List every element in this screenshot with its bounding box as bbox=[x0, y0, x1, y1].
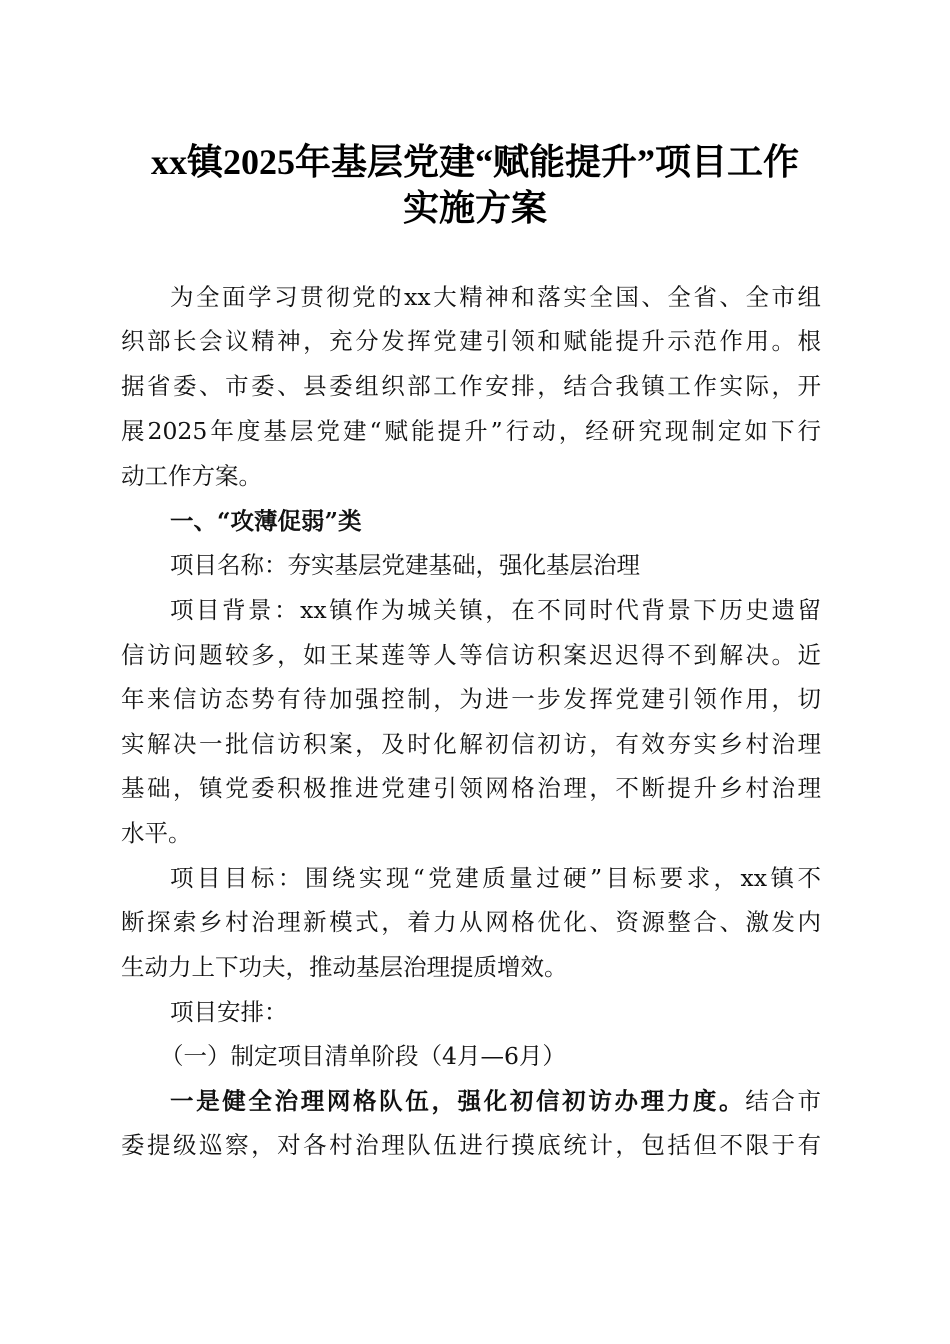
goal-line: 生动力上下功夫，推动基层治理提质增效。 bbox=[121, 953, 568, 981]
item1-lead: 一是健全治理网格队伍，强化初信初访办理力度。 bbox=[170, 1087, 746, 1115]
arrangement-label: 项目安排： bbox=[170, 998, 288, 1026]
goal-line: 断探索乡村治理新模式，着力从网格优化、资源整合、激发内 bbox=[121, 908, 821, 936]
intro-line: 动工作方案。 bbox=[121, 462, 262, 490]
background-line: 年来信访态势有待加强控制，为进一步发挥党建引领作用，切 bbox=[121, 685, 821, 713]
document-title-line-2: 实施方案 bbox=[402, 188, 547, 228]
document-title-line-1: xx镇2025年基层党建“赋能提升”项目工作 bbox=[150, 142, 799, 182]
item1-line1-rest: 结合市 bbox=[745, 1087, 821, 1115]
intro-line: 织部长会议精神，充分发挥党建引领和赋能提升示范作用。根 bbox=[121, 327, 821, 355]
item1-line-2: 委提级巡察，对各村治理队伍进行摸底统计，包括但不限于有 bbox=[121, 1131, 821, 1159]
background-line: 实解决一批信访积案，及时化解初信初访，有效夯实乡村治理 bbox=[121, 730, 821, 758]
background-line: 项目背景：xx镇作为城关镇，在不同时代背景下历史遗留 bbox=[170, 596, 821, 624]
item1-line-1 bbox=[170, 1078, 821, 1124]
phase-heading: （一）制定项目清单阶段（4月—6月） bbox=[160, 1042, 566, 1070]
section-heading: 一、“攻薄促弱”类 bbox=[170, 507, 362, 535]
intro-line: 展2025年度基层党建“赋能提升”行动，经研究现制定如下行 bbox=[121, 417, 821, 445]
background-line: 基础，镇党委积极推进党建引领网格治理，不断提升乡村治理 bbox=[121, 774, 821, 802]
intro-line: 据省委、市委、县委组织部工作安排，结合我镇工作实际，开 bbox=[121, 372, 821, 400]
project-name: 项目名称：夯实基层党建基础，强化基层治理 bbox=[170, 551, 640, 579]
goal-line: 项目目标：围绕实现“党建质量过硬”目标要求，xx镇不 bbox=[170, 864, 821, 892]
background-line: 信访问题较多，如王某莲等人等信访积案迟迟得不到解决。近 bbox=[121, 641, 821, 669]
intro-line: 为全面学习贯彻党的xx大精神和落实全国、全省、全市组 bbox=[170, 283, 821, 311]
background-line: 水平。 bbox=[121, 819, 192, 847]
